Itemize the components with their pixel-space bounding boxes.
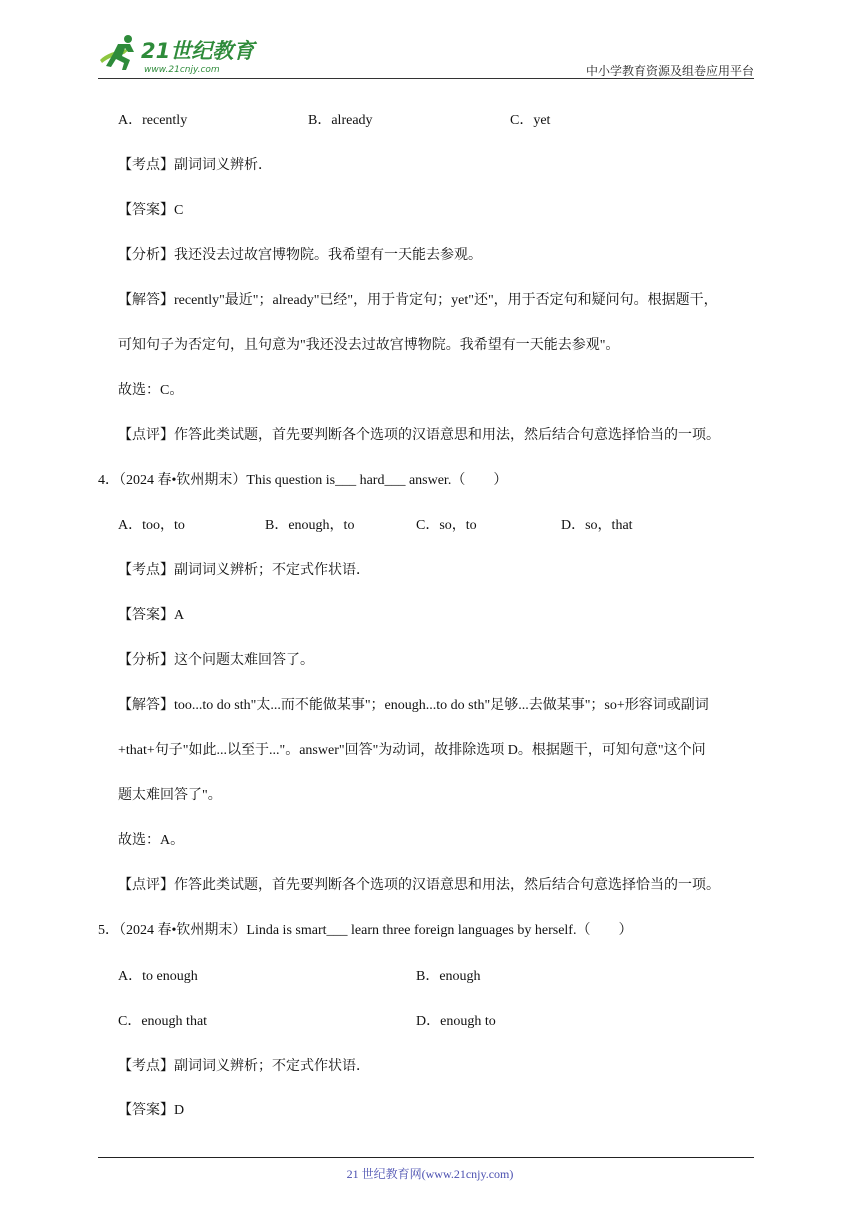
- q4-option-a: A．too，to: [118, 518, 185, 533]
- q5-option-c: C．enough that: [118, 1014, 208, 1029]
- q5-option-d: D．enough to: [416, 1014, 496, 1029]
- svg-text:21世纪教育: 21世纪教育: [141, 39, 255, 63]
- q3-jieda-line2: 可知句子为否定句，且句意为"我还没去过故宫博物院。我希望有一天能去参观"。: [118, 338, 620, 353]
- q5-option-a: A．to enough: [118, 969, 198, 984]
- q5-kaodian: 【考点】副词词义辨析；不定式作状语．: [118, 1059, 370, 1074]
- platform-name: 中小学教育资源及组卷应用平台: [585, 64, 754, 78]
- q5-option-b: B．enough: [416, 969, 481, 984]
- q3-choose: 故选：C。: [118, 383, 184, 398]
- header-rule: [98, 78, 754, 79]
- q3-comment: 【点评】作答此类试题，首先要判断各个选项的汉语意思和用法，然后结合句意选择恰当的一项。: [118, 428, 720, 443]
- footer-rule: [98, 1157, 754, 1158]
- q4-jieda-line3: 题太难回答了"。: [118, 788, 222, 803]
- q4-option-d: D．so，that: [561, 518, 633, 533]
- svg-text:www.21cnjy.com: www.21cnjy.com: [144, 65, 220, 75]
- q5-stem: 5．（2024 春•钦州期末）Linda is smart___ learn three foreign languages by herself.（ ）: [98, 923, 633, 938]
- q4-option-b: B．enough，to: [265, 518, 355, 533]
- q3-kaodian: 【考点】副词词义辨析．: [118, 158, 272, 173]
- page-header: [0, 0, 860, 90]
- q4-option-c: C．so，to: [416, 518, 477, 533]
- q3-option-b: B．already: [308, 113, 373, 128]
- q4-analysis: 【分析】这个问题太难回答了。: [118, 653, 314, 668]
- q4-comment: 【点评】作答此类试题，首先要判断各个选项的汉语意思和用法，然后结合句意选择恰当的一项。: [118, 878, 720, 893]
- q3-analysis: 【分析】我还没去过故宫博物院。我希望有一天能去参观。: [118, 248, 482, 263]
- q3-jieda-line1: 【解答】recently"最近"；already"已经"，用于肯定句；yet"还"，用于否定句和疑问句。根据题干，: [118, 293, 718, 308]
- q3-answer: 【答案】C: [118, 203, 184, 218]
- site-logo: [94, 30, 264, 80]
- q3-option-a: A．recently: [118, 113, 188, 128]
- q4-answer: 【答案】A: [118, 608, 185, 623]
- q3-option-c: C．yet: [510, 113, 551, 128]
- q4-choose: 故选：A。: [118, 833, 185, 848]
- q4-kaodian: 【考点】副词词义辨析；不定式作状语．: [118, 563, 370, 578]
- q4-jieda-line1: 【解答】too...to do sth"太...而不能做某事"；enough...to do sth"足够...去做某事"；so+形容词或副词: [118, 698, 709, 713]
- q4-jieda-line2: +that+句子"如此...以至于..."。answer"回答"为动词，故排除选项 D。根据题干，可知句意"这个问: [118, 743, 706, 758]
- q5-answer: 【答案】D: [118, 1103, 185, 1118]
- footer-link[interactable]: 21 世纪教育网(www.21cnjy.com): [346, 1167, 514, 1181]
- q4-stem: 4．（2024 春•钦州期末）This question is___ hard___ answer.（ ）: [98, 473, 508, 488]
